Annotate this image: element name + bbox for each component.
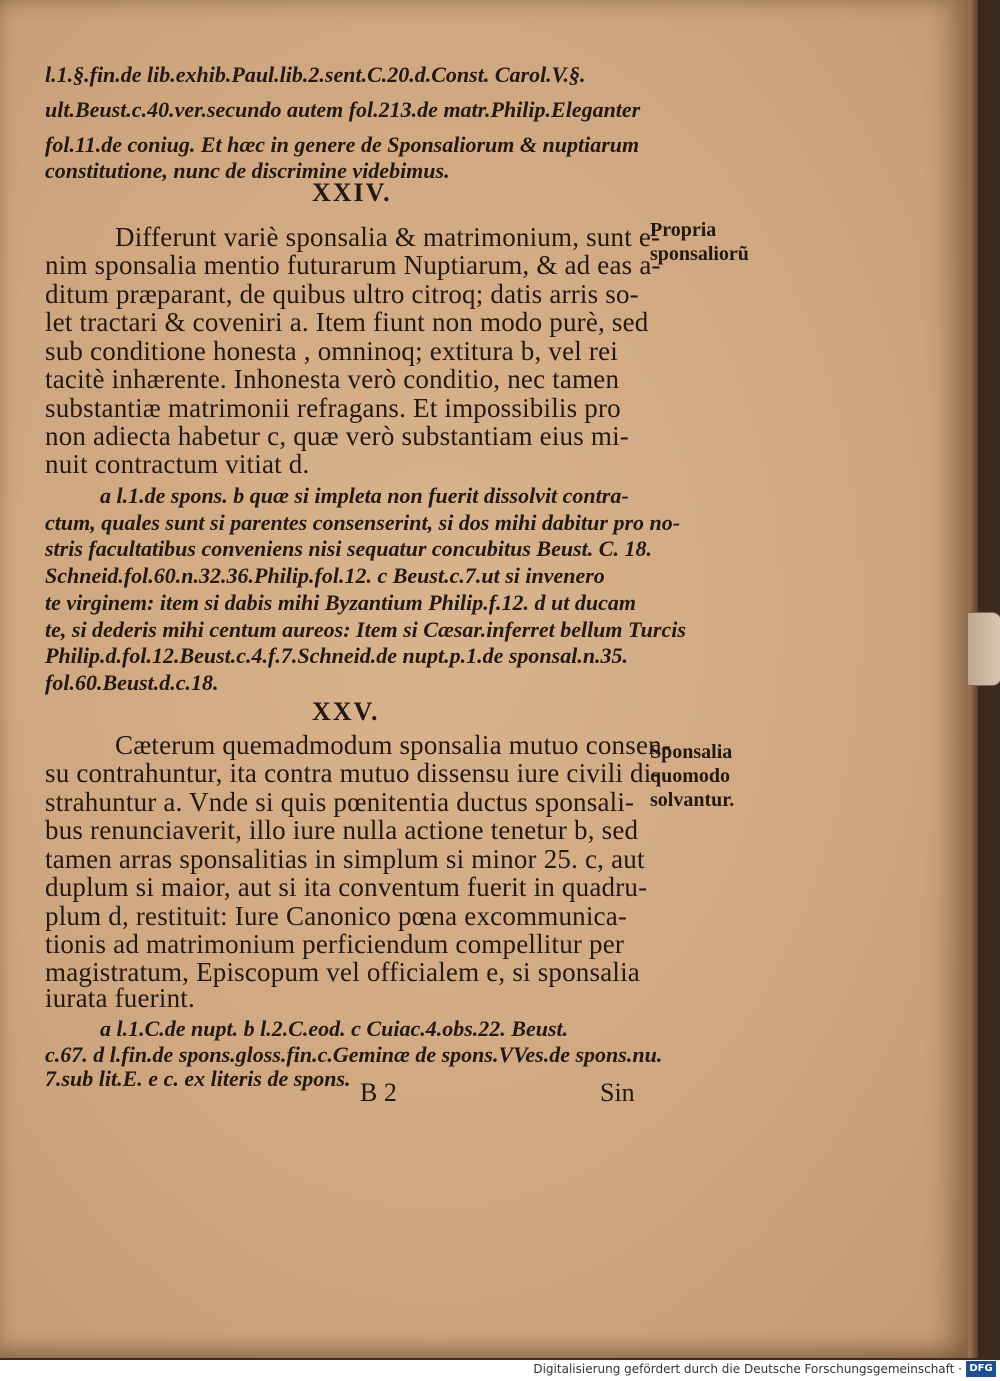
top-note-line: fol.11.de coniug. Et hæc in genere de Sponsaliorum & nuptiarum (45, 132, 640, 157)
signature-mark: B 2 (360, 1078, 397, 1107)
paragraph-line: let tractari & coveniri a. Item fiunt non modo purè, sed (45, 307, 649, 337)
paragraph-line: substantiæ matrimonii refragans. Et impossibilis pro (45, 393, 621, 423)
dfg-logo: DFG (966, 1361, 996, 1377)
paragraph-line: tacitè inhærente. Inhonesta verò conditio, nec tamen (45, 364, 620, 394)
footnote-line: Philip.d.fol.12.Beust.c.4.f.7.Schneid.de nupt.p.1.de sponsal.n.35. (45, 643, 629, 668)
paragraph-line: non adiecta habetur c, quæ verò substantiam eius mi- (45, 421, 629, 451)
footnote-line: te virginem: item si dabis mihi Byzantium Philip.f.12. d ut ducam (45, 590, 636, 615)
footnote-line: fol.60.Beust.d.c.18. (45, 670, 219, 695)
paragraph-line: Cæterum quemadmodum sponsalia mutuo consen- (115, 730, 672, 760)
footnote-line: a l.1.C.de nupt. b l.2.C.eod. c Cuiac.4.obs.22. Beust. (100, 1016, 569, 1041)
digitization-footer (0, 1360, 1000, 1381)
paragraph-line: ditum præparant, de quibus ultro citroq; datis arris so- (45, 279, 639, 309)
footer-credit-text: Digitalisierung gefördert durch die Deutsche Forschungsgemeinschaft · (533, 1362, 962, 1376)
paragraph-line: nuit contractum vitiat d. (45, 449, 310, 479)
paragraph-line: tamen arras sponsalitias in simplum si minor 25. c, aut (45, 844, 645, 874)
margin-note-line: Sponsalia (650, 741, 733, 763)
paragraph-line: strahuntur a. Vnde si quis pœnitentia ductus sponsali- (45, 787, 635, 817)
footnote-line: ctum, quales sunt si parentes consenserint, si dos mihi dabitur pro no- (45, 510, 681, 535)
margin-note-line: Propria (650, 219, 717, 241)
footnote-line: te, si dederis mihi centum aureos: Item si Cæsar.inferret bellum Turcis (45, 617, 686, 642)
top-note-line: constitutione, nunc de discrimine videbimus. (45, 158, 450, 183)
paragraph-line: Differunt variè sponsalia & matrimonium, sunt e- (115, 222, 661, 252)
footnote-line: c.67. d l.fin.de spons.gloss.fin.c.Geminæ de spons.VVes.de spons.nu. (45, 1042, 663, 1067)
margin-note-line: solvantur. (650, 789, 735, 811)
margin-note-line: sponsaliorũ (650, 243, 749, 265)
paragraph-line: sub conditione honesta , omninoq; extitura b, vel rei (45, 336, 618, 366)
page-clip (966, 612, 1000, 686)
paragraph-line: duplum si maior, aut si ita conventum fuerit in quadru- (45, 872, 648, 902)
footnote-line: Schneid.fol.60.n.32.36.Philip.fol.12. c Beust.c.7.ut si invenero (45, 563, 605, 588)
paragraph-line: iurata fuerint. (45, 983, 195, 1013)
paragraph-line: bus renunciaverit, illo iure nulla actione tenetur b, sed (45, 815, 639, 845)
footnote-line: 7.sub lit.E. e c. ex literis de spons. (45, 1066, 351, 1091)
margin-note-line: quomodo (650, 765, 731, 787)
top-note-line: ult.Beust.c.40.ver.secundo autem fol.213.de matr.Philip.Eleganter (45, 97, 641, 122)
footnote-line: a l.1.de spons. b quæ si impleta non fuerit dissolvit contra- (100, 483, 629, 508)
catchword: Sin (600, 1078, 635, 1107)
paragraph-line: su contrahuntur, ita contra mutuo dissensu iure civili di- (45, 758, 661, 788)
top-note-line: l.1.§.fin.de lib.exhib.Paul.lib.2.sent.C.20.d.Const. Carol.V.§. (45, 62, 586, 87)
section-heading-xxiv: XXIV. (312, 178, 392, 207)
paragraph-line: tionis ad matrimonium perficiendum compellitur per (45, 929, 625, 959)
paragraph-line: magistratum, Episcopum vel officialem e, si sponsalia (45, 957, 640, 987)
paragraph-line: nim sponsalia mentio futurarum Nuptiarum, & ad eas a- (45, 250, 661, 280)
section-heading-xxv: XXV. (312, 697, 380, 726)
footnote-line: stris facultatibus conveniens nisi sequatur concubitus Beust. C. 18. (45, 536, 652, 561)
paragraph-line: plum d, restituit: Iure Canonico pœna excommunica- (45, 901, 628, 931)
